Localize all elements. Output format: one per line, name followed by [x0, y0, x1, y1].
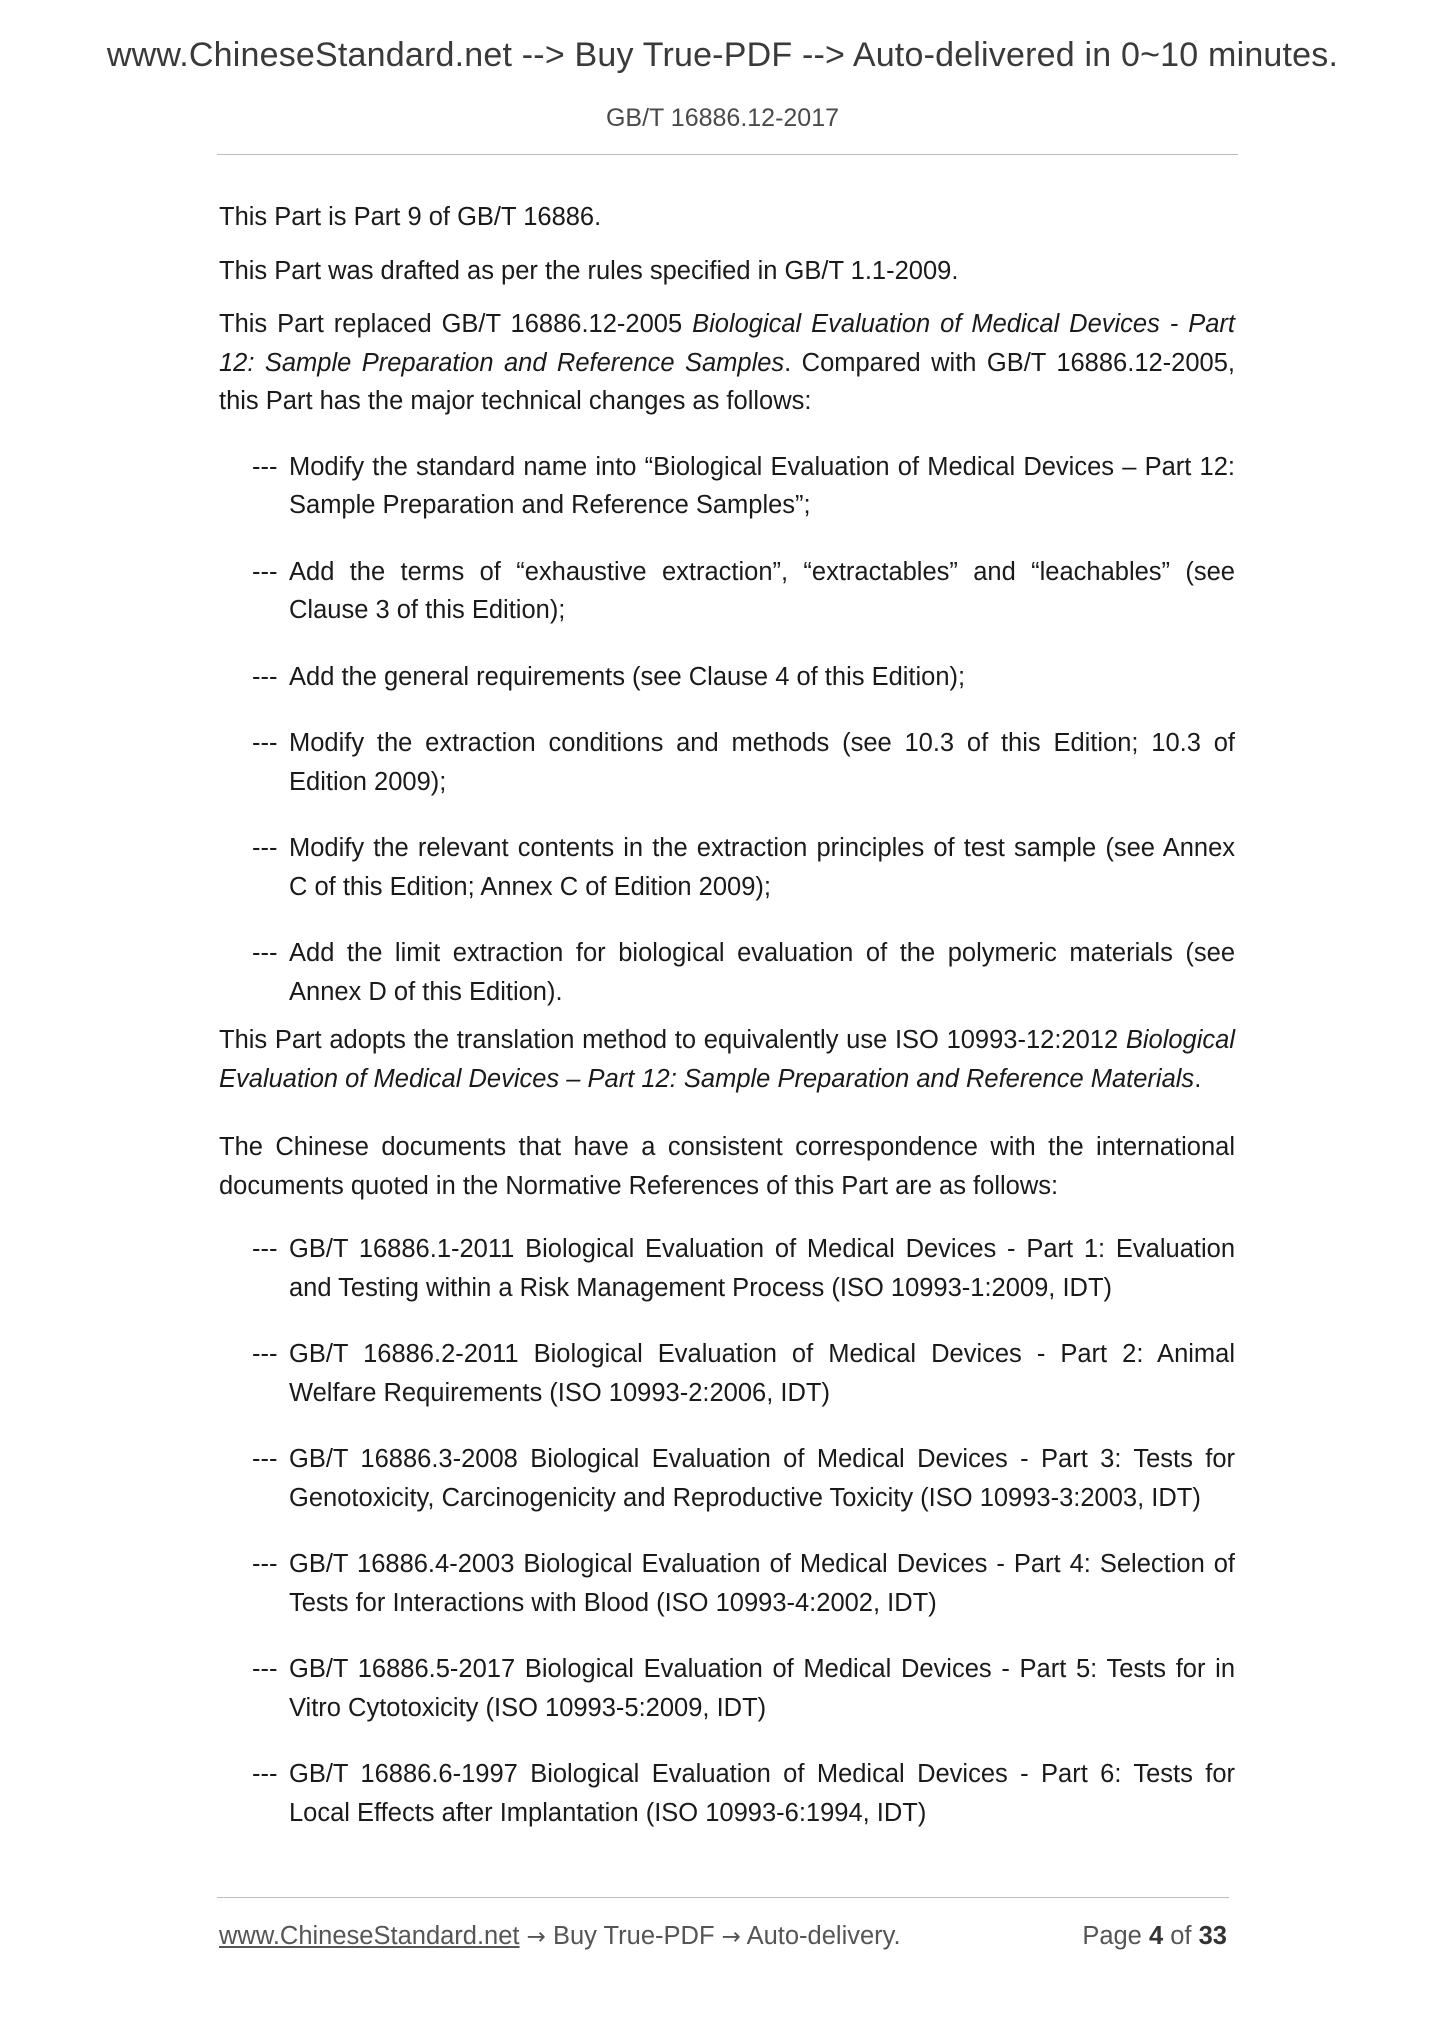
footer-buy-text: Buy True-PDF	[552, 1922, 715, 1950]
technical-changes-list	[219, 448, 1235, 1012]
list-item-text: Add the limit extraction for biological evaluation of the polymeric materials (see Annex D of this Edition).	[289, 939, 1235, 1006]
part-number-paragraph: This Part is Part 9 of GB/T 16886.	[219, 203, 602, 231]
page-label: Page	[1082, 1922, 1142, 1950]
list-marker: ---	[252, 1445, 278, 1473]
list-item	[219, 1755, 1235, 1832]
list-item	[219, 658, 1235, 697]
list-item	[219, 553, 1235, 630]
page-footer	[219, 1922, 1231, 1962]
list-item	[219, 934, 1235, 1011]
arrow-right-icon: →	[526, 1924, 546, 1950]
standard-code-header: GB/T 16886.12-2017	[605, 104, 840, 132]
list-item-text: Modify the relevant contents in the extraction principles of test sample (see Annex C of this Edition; Annex C of Edition 2009);	[289, 834, 1235, 901]
list-marker: ---	[252, 834, 278, 862]
arrow-right-icon: →	[721, 1924, 741, 1950]
list-item	[219, 1650, 1235, 1727]
page-total: 33	[1198, 1922, 1227, 1950]
list-item-text: Modify the standard name into “Biological Evaluation of Medical Devices – Part 12: Sample Preparation and Reference Samples”;	[289, 452, 1235, 519]
header-divider	[217, 154, 1238, 155]
replacement-tail: . Compared with GB/T 16886.12-2005, this Part has the major technical changes as follows:	[219, 348, 1235, 415]
normative-references-list	[219, 1230, 1235, 1832]
list-marker: ---	[252, 1655, 278, 1683]
list-item	[219, 448, 1235, 525]
correspondence-paragraph: The Chinese documents that have a consistent correspondence with the international documents quoted in the Normative References of this Part are as follows:	[219, 1133, 1235, 1200]
adoption-tail: .	[1194, 1064, 1202, 1093]
adopted-standard-title: Biological Evaluation of Medical Devices – Part 12: Sample Preparation and Reference Materials	[219, 1026, 1235, 1093]
list-marker: ---	[252, 1235, 278, 1263]
drafting-rules-paragraph: This Part was drafted as per the rules specified in GB/T 1.1-2009.	[219, 256, 959, 285]
list-item-text: Add the general requirements (see Clause 4 of this Edition);	[289, 662, 966, 691]
list-marker: ---	[252, 1340, 278, 1368]
list-item-text: GB/T 16886.2-2011 Biological Evaluation of Medical Devices - Part 2: Animal Welfare Requirements (ISO 10993-2:2006, IDT)	[289, 1340, 1235, 1407]
replaced-standard-title: Biological Evaluation of Medical Devices - Part 12: Sample Preparation and Reference Samples	[219, 310, 1235, 377]
list-item-text: GB/T 16886.5-2017 Biological Evaluation of Medical Devices - Part 5: Tests for in Vitro Cytotoxicity (ISO 10993-5:2009, IDT)	[289, 1655, 1235, 1722]
adoption-lead: This Part adopts the translation method to equivalently use ISO 10993-12:2012	[219, 1026, 1126, 1054]
list-item-text: Modify the extraction conditions and methods (see 10.3 of this Edition; 10.3 of Edition 2009);	[289, 729, 1235, 796]
list-marker: ---	[252, 939, 278, 967]
of-label: of	[1170, 1922, 1192, 1950]
page-indicator	[1082, 1922, 1227, 1951]
list-marker: ---	[252, 1550, 278, 1578]
site-banner: www.ChineseStandard.net --> Buy True-PDF --> Auto-delivered in 0~10 minutes.	[106, 36, 1339, 74]
list-marker: ---	[252, 452, 278, 481]
footer-divider	[217, 1897, 1229, 1898]
list-item	[219, 829, 1235, 906]
list-item-text: GB/T 16886.3-2008 Biological Evaluation of Medical Devices - Part 3: Tests for Genotoxicity, Carcinogenicity and Reproductive Toxicity (ISO 10993-3:2003, IDT)	[289, 1445, 1235, 1512]
footer-site-link[interactable]: www.ChineseStandard.net	[219, 1922, 520, 1950]
list-item	[219, 1545, 1235, 1622]
list-marker: ---	[252, 662, 278, 691]
page-number: 4	[1148, 1922, 1164, 1950]
list-item	[219, 1440, 1235, 1517]
list-item	[219, 1335, 1235, 1412]
list-marker: ---	[252, 1760, 278, 1788]
list-marker: ---	[252, 557, 278, 586]
footer-delivery-text: Auto-delivery.	[746, 1922, 901, 1950]
list-marker: ---	[252, 729, 278, 757]
page-content	[219, 198, 1235, 1844]
replacement-paragraph	[219, 305, 1235, 421]
list-item-text: GB/T 16886.4-2003 Biological Evaluation of Medical Devices - Part 4: Selection of Tests for Interactions with Blood (ISO 10993-4:2002, IDT)	[289, 1550, 1235, 1617]
list-item-text: GB/T 16886.1-2011 Biological Evaluation of Medical Devices - Part 1: Evaluation and Testing within a Risk Management Process (ISO 10993-1:2009, IDT)	[289, 1235, 1235, 1302]
list-item	[219, 724, 1235, 801]
adoption-paragraph	[219, 1021, 1235, 1098]
replacement-lead: This Part replaced GB/T 16886.12-2005	[219, 310, 693, 338]
list-item	[219, 1230, 1235, 1307]
list-item-text: GB/T 16886.6-1997 Biological Evaluation of Medical Devices - Part 6: Tests for Local Effects after Implantation (ISO 10993-6:1994, IDT)	[289, 1760, 1235, 1827]
list-item-text: Add the terms of “exhaustive extraction”, “extractables” and “leachables” (see Clause 3 of this Edition);	[289, 557, 1235, 624]
